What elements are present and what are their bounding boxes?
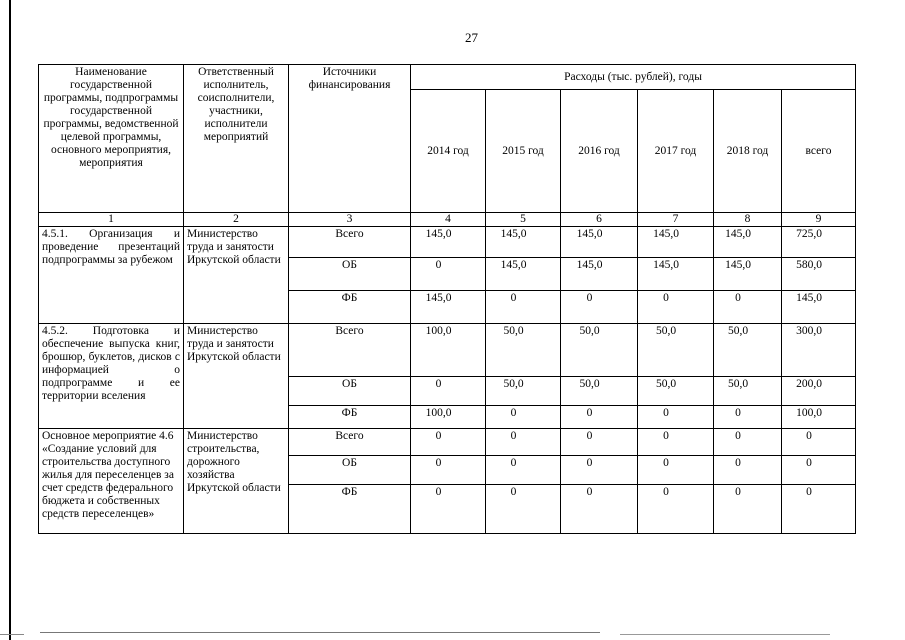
value-cell: 0	[638, 429, 714, 456]
value-cell: 145,0	[714, 258, 782, 291]
funding-source: ФБ	[289, 485, 411, 534]
value-cell: 50,0	[561, 324, 638, 377]
header-total: всего	[782, 90, 856, 213]
program-name: 4.5.1. Организация и проведение презентаций подпрограммы за рубежом	[39, 227, 184, 324]
value-cell: 0	[638, 291, 714, 324]
value-cell: 0	[714, 429, 782, 456]
value-cell: 0	[486, 406, 561, 429]
column-number: 7	[638, 213, 714, 227]
value-cell: 725,0	[782, 227, 856, 258]
value-cell: 145,0	[638, 258, 714, 291]
value-cell: 50,0	[714, 324, 782, 377]
header-year-2014: 2014 год	[411, 90, 486, 213]
table-row	[39, 324, 856, 377]
value-cell: 145,0	[782, 291, 856, 324]
funding-source: ФБ	[289, 406, 411, 429]
value-cell: 0	[638, 456, 714, 485]
value-cell: 50,0	[561, 377, 638, 406]
column-number: 2	[184, 213, 289, 227]
bottom-scan-line	[40, 632, 600, 633]
value-cell: 0	[561, 429, 638, 456]
value-cell: 0	[561, 485, 638, 534]
value-cell: 145,0	[561, 258, 638, 291]
funding-source: ФБ	[289, 291, 411, 324]
funding-source: ОБ	[289, 456, 411, 485]
value-cell: 145,0	[486, 258, 561, 291]
value-cell: 50,0	[714, 377, 782, 406]
value-cell: 100,0	[411, 406, 486, 429]
header-year-2017: 2017 год	[638, 90, 714, 213]
responsible-executor: Министерство труда и занятости Иркутской области	[184, 227, 289, 324]
value-cell: 0	[782, 485, 856, 534]
value-cell: 0	[411, 456, 486, 485]
value-cell: 300,0	[782, 324, 856, 377]
funding-source: Всего	[289, 429, 411, 456]
header-responsible: Ответственный исполнитель, соисполнители, участники, исполнители мероприятий	[184, 65, 289, 213]
value-cell: 0	[638, 406, 714, 429]
value-cell: 145,0	[561, 227, 638, 258]
header-year-2016: 2016 год	[561, 90, 638, 213]
value-cell: 0	[714, 291, 782, 324]
header-expenses: Расходы (тыс. рублей), годы	[411, 65, 856, 90]
value-cell: 0	[714, 456, 782, 485]
column-number: 3	[289, 213, 411, 227]
funding-source: ОБ	[289, 377, 411, 406]
value-cell: 0	[411, 485, 486, 534]
column-number: 4	[411, 213, 486, 227]
table-row	[39, 429, 856, 456]
funding-source: Всего	[289, 227, 411, 258]
value-cell: 0	[411, 429, 486, 456]
value-cell: 0	[486, 485, 561, 534]
value-cell: 50,0	[638, 324, 714, 377]
value-cell: 0	[782, 456, 856, 485]
column-number-row	[39, 213, 856, 227]
header-sources: Источники финансирования	[289, 65, 411, 213]
header-name: Наименование государственной программы, подпрограммы государственной программы, ведомственной целевой программы, основного мероприятия, мероприятия	[39, 65, 184, 213]
value-cell: 0	[561, 456, 638, 485]
column-number: 6	[561, 213, 638, 227]
value-cell: 145,0	[486, 227, 561, 258]
header-year-2018: 2018 год	[714, 90, 782, 213]
column-number: 5	[486, 213, 561, 227]
value-cell: 0	[486, 429, 561, 456]
table-row	[39, 227, 856, 258]
budget-table	[38, 64, 856, 534]
value-cell: 0	[561, 291, 638, 324]
value-cell: 0	[486, 456, 561, 485]
value-cell: 200,0	[782, 377, 856, 406]
value-cell: 145,0	[411, 291, 486, 324]
value-cell: 0	[782, 429, 856, 456]
page-number: 27	[465, 30, 478, 45]
value-cell: 100,0	[782, 406, 856, 429]
value-cell: 0	[411, 258, 486, 291]
value-cell: 100,0	[411, 324, 486, 377]
value-cell: 145,0	[411, 227, 486, 258]
funding-source: Всего	[289, 324, 411, 377]
column-number: 8	[714, 213, 782, 227]
value-cell: 145,0	[714, 227, 782, 258]
header-year-2015: 2015 год	[486, 90, 561, 213]
left-margin-rule	[9, 0, 11, 640]
program-name: Основное мероприятие 4.6 «Создание условий для строительства доступного жилья для переселенцев за счет средств федерального бюджета и собственных средств переселенцев»	[39, 429, 184, 534]
column-number: 1	[39, 213, 184, 227]
value-cell: 580,0	[782, 258, 856, 291]
header-row	[39, 65, 856, 90]
program-name: 4.5.2. Подготовка и обеспечение выпуска книг, брошюр, буклетов, дисков с информацией о подпрограмме и ее территории вселения	[39, 324, 184, 429]
responsible-executor: Министерство строительства, дорожного хозяйства Иркутской области	[184, 429, 289, 534]
value-cell: 50,0	[638, 377, 714, 406]
value-cell: 0	[411, 377, 486, 406]
bottom-edge-mark	[0, 634, 24, 635]
value-cell: 145,0	[638, 227, 714, 258]
value-cell: 0	[714, 406, 782, 429]
value-cell: 0	[486, 291, 561, 324]
value-cell: 0	[714, 485, 782, 534]
value-cell: 50,0	[486, 324, 561, 377]
value-cell: 50,0	[486, 377, 561, 406]
value-cell: 0	[561, 406, 638, 429]
responsible-executor: Министерство труда и занятости Иркутской области	[184, 324, 289, 429]
funding-source: ОБ	[289, 258, 411, 291]
value-cell: 0	[638, 485, 714, 534]
column-number: 9	[782, 213, 856, 227]
bottom-scan-line	[620, 634, 830, 635]
